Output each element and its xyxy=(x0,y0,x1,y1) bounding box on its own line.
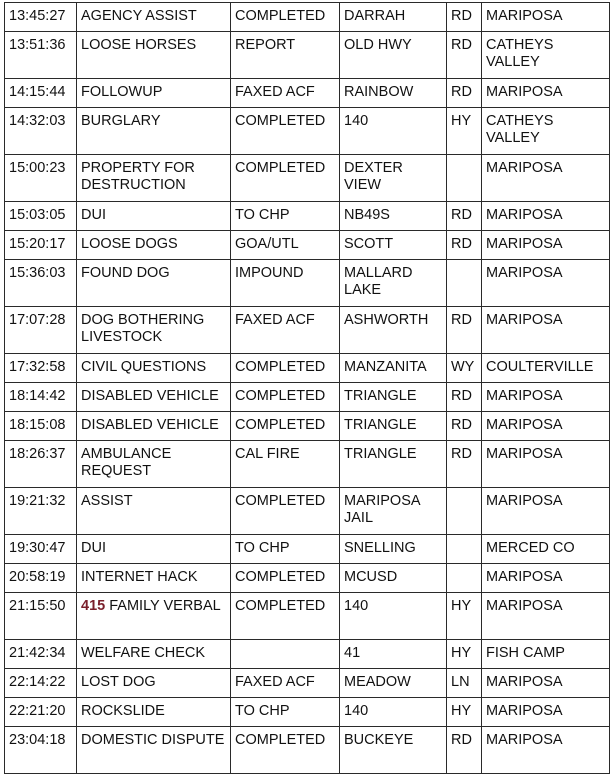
time-cell xyxy=(5,354,77,383)
street-cell xyxy=(340,231,447,260)
street-cell xyxy=(340,202,447,231)
table-row xyxy=(5,3,610,32)
table-row xyxy=(5,412,610,441)
call-type-cell xyxy=(77,727,231,774)
call-code: 415 xyxy=(81,598,106,614)
table-row xyxy=(5,640,610,669)
city-cell xyxy=(482,640,610,669)
call-type-text: FOLLOWUP xyxy=(81,84,163,100)
street-suffix-cell-text: RD xyxy=(451,207,472,223)
disposition-cell-text: COMPLETED xyxy=(235,388,326,404)
street-suffix-cell-text: RD xyxy=(451,732,472,748)
street-cell-text: MALLARD LAKE xyxy=(344,265,413,298)
time-cell-text: 14:15:44 xyxy=(9,84,66,100)
table-row xyxy=(5,593,610,640)
table-row xyxy=(5,231,610,260)
city-cell-text: MARIPOSA xyxy=(486,732,563,748)
disposition-cell xyxy=(231,383,340,412)
time-cell-text: 21:15:50 xyxy=(9,598,66,614)
time-cell-text: 20:58:19 xyxy=(9,569,66,585)
street-cell-text: RAINBOW xyxy=(344,84,414,100)
city-cell xyxy=(482,155,610,202)
time-cell-text: 19:30:47 xyxy=(9,540,66,556)
table-row xyxy=(5,441,610,488)
disposition-cell-text: COMPLETED xyxy=(235,732,326,748)
street-suffix-cell xyxy=(447,202,482,231)
street-cell-text: NB49S xyxy=(344,207,390,223)
street-cell xyxy=(340,669,447,698)
street-cell xyxy=(340,564,447,593)
street-suffix-cell-text: RD xyxy=(451,446,472,462)
time-cell-text: 13:45:27 xyxy=(9,8,66,24)
call-type-text: FAMILY VERBAL xyxy=(109,598,221,614)
city-cell-text: MARIPOSA xyxy=(486,388,563,404)
call-type-cell xyxy=(77,593,231,640)
time-cell-text: 18:14:42 xyxy=(9,388,66,404)
street-cell-text: TRIANGLE xyxy=(344,417,417,433)
disposition-cell-text: FAXED ACF xyxy=(235,312,315,328)
city-cell xyxy=(482,383,610,412)
call-type-cell xyxy=(77,535,231,564)
street-suffix-cell-text: RD xyxy=(451,388,472,404)
disposition-cell xyxy=(231,593,340,640)
city-cell-text: FISH CAMP xyxy=(486,645,565,661)
disposition-cell-text: TO CHP xyxy=(235,540,290,556)
call-type-cell xyxy=(77,32,231,79)
call-type-cell xyxy=(77,231,231,260)
city-cell xyxy=(482,202,610,231)
city-cell-text: MARIPOSA xyxy=(486,236,563,252)
time-cell xyxy=(5,535,77,564)
table-row xyxy=(5,202,610,231)
time-cell-text: 15:36:03 xyxy=(9,265,66,281)
street-suffix-cell-text: HY xyxy=(451,113,472,129)
street-suffix-cell xyxy=(447,488,482,535)
street-cell-text: MCUSD xyxy=(344,569,398,585)
street-cell xyxy=(340,383,447,412)
call-type-text: AMBULANCE REQUEST xyxy=(81,446,172,479)
table-row xyxy=(5,535,610,564)
street-suffix-cell xyxy=(447,155,482,202)
call-type-cell xyxy=(77,79,231,108)
disposition-cell-text: FAXED ACF xyxy=(235,674,315,690)
time-cell-text: 14:32:03 xyxy=(9,113,66,129)
disposition-cell xyxy=(231,412,340,441)
table-row xyxy=(5,727,610,774)
street-suffix-cell xyxy=(447,698,482,727)
street-cell xyxy=(340,535,447,564)
disposition-cell-text: COMPLETED xyxy=(235,493,326,509)
time-cell xyxy=(5,231,77,260)
city-cell-text: CATHEYS VALLEY xyxy=(486,113,554,146)
street-suffix-cell-text: RD xyxy=(451,417,472,433)
call-type-cell xyxy=(77,640,231,669)
call-type-text: FOUND DOG xyxy=(81,265,170,281)
time-cell-text: 18:15:08 xyxy=(9,417,66,433)
call-type-cell xyxy=(77,3,231,32)
call-type-text: WELFARE CHECK xyxy=(81,645,206,661)
call-type-text: LOOSE HORSES xyxy=(81,37,197,53)
city-cell-text: MARIPOSA xyxy=(486,598,563,614)
time-cell xyxy=(5,108,77,155)
disposition-cell-text: COMPLETED xyxy=(235,113,326,129)
disposition-cell-text: COMPLETED xyxy=(235,8,326,24)
call-type-cell xyxy=(77,441,231,488)
street-cell-text: 140 xyxy=(344,703,369,719)
call-type-cell xyxy=(77,260,231,307)
disposition-cell xyxy=(231,698,340,727)
street-cell-text: OLD HWY xyxy=(344,37,412,53)
call-type-text: ASSIST xyxy=(81,493,133,509)
city-cell-text: MARIPOSA xyxy=(486,8,563,24)
street-cell xyxy=(340,260,447,307)
street-cell xyxy=(340,108,447,155)
call-type-text: BURGLARY xyxy=(81,113,161,129)
disposition-cell xyxy=(231,727,340,774)
street-suffix-cell-text: RD xyxy=(451,84,472,100)
street-cell-text: SNELLING xyxy=(344,540,416,556)
city-cell-text: MERCED CO xyxy=(486,540,575,556)
street-suffix-cell xyxy=(447,593,482,640)
disposition-cell xyxy=(231,564,340,593)
city-cell-text: MARIPOSA xyxy=(486,312,563,328)
disposition-cell-text: COMPLETED xyxy=(235,598,326,614)
city-cell xyxy=(482,535,610,564)
street-suffix-cell xyxy=(447,640,482,669)
time-cell xyxy=(5,32,77,79)
time-cell xyxy=(5,488,77,535)
street-suffix-cell-text: RD xyxy=(451,37,472,53)
street-cell xyxy=(340,441,447,488)
city-cell-text: MARIPOSA xyxy=(486,417,563,433)
disposition-cell-text: TO CHP xyxy=(235,703,290,719)
call-type-cell xyxy=(77,412,231,441)
street-cell xyxy=(340,32,447,79)
city-cell xyxy=(482,354,610,383)
call-type-cell xyxy=(77,669,231,698)
time-cell xyxy=(5,593,77,640)
street-cell-text: MEADOW xyxy=(344,674,411,690)
street-cell-text: 140 xyxy=(344,113,369,129)
table-row xyxy=(5,108,610,155)
city-cell-text: MARIPOSA xyxy=(486,207,563,223)
street-suffix-cell-text: HY xyxy=(451,703,472,719)
street-cell xyxy=(340,412,447,441)
time-cell xyxy=(5,260,77,307)
table-row xyxy=(5,260,610,307)
disposition-cell xyxy=(231,79,340,108)
street-cell xyxy=(340,354,447,383)
street-suffix-cell xyxy=(447,354,482,383)
call-type-cell xyxy=(77,488,231,535)
street-cell-text: TRIANGLE xyxy=(344,446,417,462)
street-cell xyxy=(340,488,447,535)
time-cell-text: 17:32:58 xyxy=(9,359,66,375)
street-cell xyxy=(340,79,447,108)
city-cell xyxy=(482,3,610,32)
disposition-cell xyxy=(231,669,340,698)
city-cell-text: MARIPOSA xyxy=(486,674,563,690)
street-cell-text: MARIPOSA JAIL xyxy=(344,493,420,526)
call-type-cell xyxy=(77,354,231,383)
call-type-cell xyxy=(77,564,231,593)
city-cell xyxy=(482,698,610,727)
street-suffix-cell xyxy=(447,669,482,698)
street-suffix-cell xyxy=(447,535,482,564)
street-suffix-cell-text: LN xyxy=(451,674,470,690)
city-cell-text: MARIPOSA xyxy=(486,446,563,462)
street-cell-text: SCOTT xyxy=(344,236,394,252)
street-cell-text: MANZANITA xyxy=(344,359,427,375)
street-cell-text: DEXTER VIEW xyxy=(344,160,403,193)
call-type-cell xyxy=(77,202,231,231)
table-row xyxy=(5,307,610,354)
street-suffix-cell-text: HY xyxy=(451,598,472,614)
call-type-text: DUI xyxy=(81,540,106,556)
disposition-cell xyxy=(231,441,340,488)
city-cell xyxy=(482,441,610,488)
time-cell xyxy=(5,727,77,774)
disposition-cell-text: TO CHP xyxy=(235,207,290,223)
city-cell-text: MARIPOSA xyxy=(486,569,563,585)
city-cell xyxy=(482,488,610,535)
disposition-cell xyxy=(231,260,340,307)
call-type-cell xyxy=(77,155,231,202)
street-suffix-cell xyxy=(447,260,482,307)
city-cell-text: MARIPOSA xyxy=(486,493,563,509)
call-log-table xyxy=(4,2,610,774)
street-cell xyxy=(340,698,447,727)
street-suffix-cell xyxy=(447,32,482,79)
disposition-cell-text: GOA/UTL xyxy=(235,236,299,252)
time-cell-text: 13:51:36 xyxy=(9,37,66,53)
time-cell xyxy=(5,79,77,108)
time-cell-text: 15:20:17 xyxy=(9,236,66,252)
call-type-cell xyxy=(77,383,231,412)
city-cell-text: COULTERVILLE xyxy=(486,359,594,375)
disposition-cell xyxy=(231,108,340,155)
disposition-cell xyxy=(231,202,340,231)
street-suffix-cell xyxy=(447,307,482,354)
city-cell xyxy=(482,593,610,640)
time-cell xyxy=(5,441,77,488)
table-row xyxy=(5,383,610,412)
street-cell-text: DARRAH xyxy=(344,8,406,24)
time-cell xyxy=(5,640,77,669)
street-suffix-cell xyxy=(447,231,482,260)
disposition-cell xyxy=(231,488,340,535)
street-cell xyxy=(340,155,447,202)
time-cell xyxy=(5,155,77,202)
disposition-cell xyxy=(231,3,340,32)
city-cell xyxy=(482,727,610,774)
street-suffix-cell-text: RD xyxy=(451,312,472,328)
table-row xyxy=(5,32,610,79)
street-cell xyxy=(340,3,447,32)
call-type-text: PROPERTY FOR DESTRUCTION xyxy=(81,160,195,193)
table-row xyxy=(5,698,610,727)
time-cell-text: 17:07:28 xyxy=(9,312,66,328)
disposition-cell-text: COMPLETED xyxy=(235,569,326,585)
street-cell-text: TRIANGLE xyxy=(344,388,417,404)
time-cell-text: 22:14:22 xyxy=(9,674,66,690)
table-row xyxy=(5,488,610,535)
disposition-cell-text: COMPLETED xyxy=(235,160,326,176)
disposition-cell xyxy=(231,231,340,260)
call-log-body xyxy=(5,3,610,774)
city-cell xyxy=(482,32,610,79)
time-cell-text: 15:03:05 xyxy=(9,207,66,223)
time-cell xyxy=(5,307,77,354)
street-suffix-cell-text: WY xyxy=(451,359,475,375)
street-cell xyxy=(340,640,447,669)
call-type-text: DISABLED VEHICLE xyxy=(81,417,219,433)
street-cell-text: BUCKEYE xyxy=(344,732,414,748)
call-type-text: CIVIL QUESTIONS xyxy=(81,359,207,375)
call-type-cell xyxy=(77,307,231,354)
street-suffix-cell-text: HY xyxy=(451,645,472,661)
call-type-cell xyxy=(77,698,231,727)
street-suffix-cell xyxy=(447,383,482,412)
disposition-cell xyxy=(231,155,340,202)
time-cell xyxy=(5,564,77,593)
time-cell-text: 18:26:37 xyxy=(9,446,66,462)
time-cell-text: 22:21:20 xyxy=(9,703,66,719)
city-cell xyxy=(482,564,610,593)
time-cell xyxy=(5,669,77,698)
disposition-cell-text: FAXED ACF xyxy=(235,84,315,100)
disposition-cell-text: COMPLETED xyxy=(235,417,326,433)
time-cell-text: 23:04:18 xyxy=(9,732,66,748)
time-cell-text: 15:00:23 xyxy=(9,160,66,176)
call-type-text: DUI xyxy=(81,207,106,223)
time-cell xyxy=(5,3,77,32)
call-type-cell xyxy=(77,108,231,155)
street-suffix-cell xyxy=(447,441,482,488)
disposition-cell xyxy=(231,307,340,354)
call-type-text: LOOSE DOGS xyxy=(81,236,178,252)
table-row xyxy=(5,669,610,698)
call-type-text: INTERNET HACK xyxy=(81,569,198,585)
time-cell-text: 21:42:34 xyxy=(9,645,66,661)
disposition-cell xyxy=(231,535,340,564)
street-suffix-cell xyxy=(447,564,482,593)
disposition-cell xyxy=(231,32,340,79)
street-cell xyxy=(340,593,447,640)
disposition-cell-text: IMPOUND xyxy=(235,265,304,281)
disposition-cell-text: COMPLETED xyxy=(235,359,326,375)
table-row xyxy=(5,155,610,202)
disposition-cell xyxy=(231,640,340,669)
disposition-cell-text: REPORT xyxy=(235,37,296,53)
street-cell xyxy=(340,727,447,774)
street-cell-text: 140 xyxy=(344,598,369,614)
city-cell-text: MARIPOSA xyxy=(486,703,563,719)
time-cell xyxy=(5,412,77,441)
disposition-cell xyxy=(231,354,340,383)
call-type-text: DOMESTIC DISPUTE xyxy=(81,732,225,748)
city-cell-text: MARIPOSA xyxy=(486,84,563,100)
call-type-text: LOST DOG xyxy=(81,674,156,690)
table-row xyxy=(5,354,610,383)
city-cell xyxy=(482,260,610,307)
table-row xyxy=(5,564,610,593)
time-cell-text: 19:21:32 xyxy=(9,493,66,509)
city-cell xyxy=(482,669,610,698)
street-cell xyxy=(340,307,447,354)
street-suffix-cell xyxy=(447,108,482,155)
city-cell-text: CATHEYS VALLEY xyxy=(486,37,554,70)
time-cell xyxy=(5,383,77,412)
city-cell xyxy=(482,412,610,441)
city-cell-text: MARIPOSA xyxy=(486,265,563,281)
street-suffix-cell-text: RD xyxy=(451,236,472,252)
street-suffix-cell-text: RD xyxy=(451,8,472,24)
time-cell xyxy=(5,202,77,231)
call-type-text: ROCKSLIDE xyxy=(81,703,165,719)
street-cell-text: 41 xyxy=(344,645,361,661)
call-type-text: DOG BOTHERING LIVESTOCK xyxy=(81,312,205,345)
street-suffix-cell xyxy=(447,412,482,441)
street-suffix-cell xyxy=(447,727,482,774)
street-suffix-cell xyxy=(447,79,482,108)
street-cell-text: ASHWORTH xyxy=(344,312,429,328)
street-suffix-cell xyxy=(447,3,482,32)
call-type-text: DISABLED VEHICLE xyxy=(81,388,219,404)
call-type-text: AGENCY ASSIST xyxy=(81,8,197,24)
disposition-cell-text: CAL FIRE xyxy=(235,446,300,462)
city-cell-text: MARIPOSA xyxy=(486,160,563,176)
city-cell xyxy=(482,307,610,354)
city-cell xyxy=(482,108,610,155)
table-row xyxy=(5,79,610,108)
city-cell xyxy=(482,79,610,108)
time-cell xyxy=(5,698,77,727)
city-cell xyxy=(482,231,610,260)
